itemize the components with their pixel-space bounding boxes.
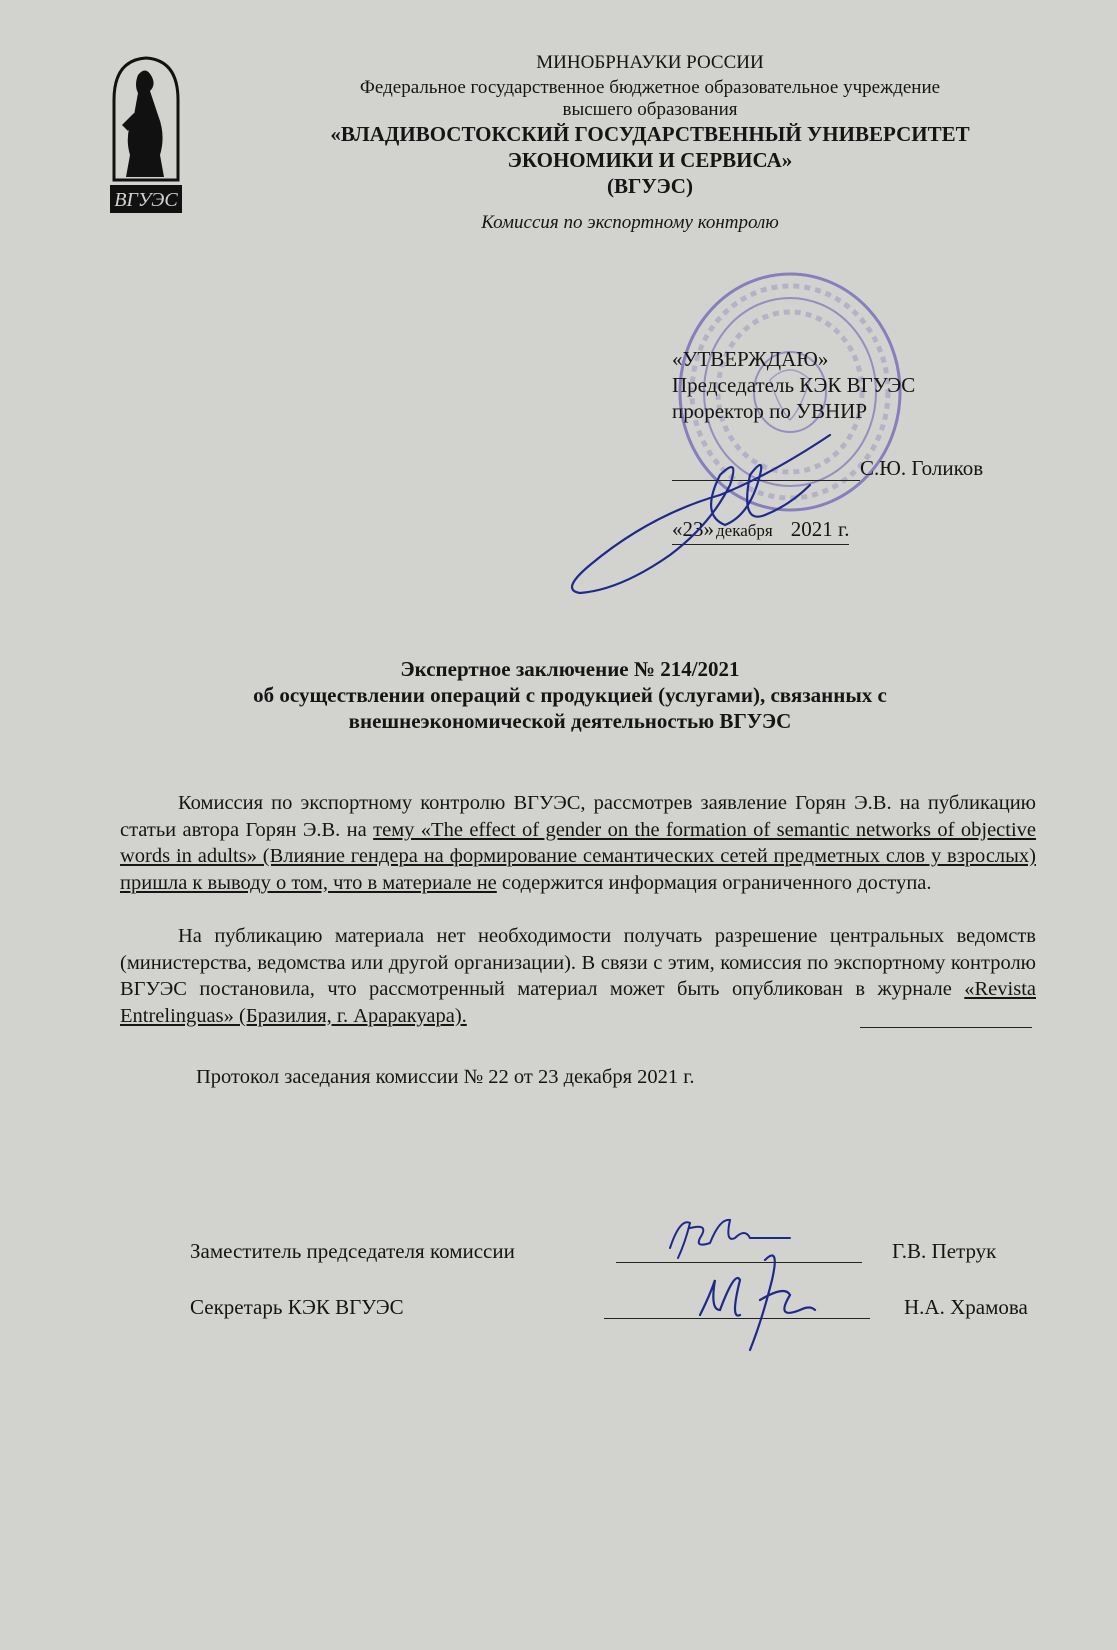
paragraph-text-end: содержится информация ограниченного доступа. [496, 871, 932, 894]
secretary-name: Н.А. Храмова [904, 1295, 1028, 1319]
decision-text: На публикацию материала нет необходимости получать разрешение центральных ведомств (министерства, ведомства или другой организации). В связи с этим, комиссия по экспортному контролю ВГУЭС постановила, что рассмотренный материал может быть опубликован в журнале [120, 925, 1036, 1000]
approval-date-month: декабря [716, 521, 773, 540]
approval-position: проректор по УВНИР [672, 399, 868, 423]
university-name-line1: «ВЛАДИВОСТОКСКИЙ ГОСУДАРСТВЕННЫЙ УНИВЕРСИТЕТ [330, 122, 970, 146]
secretary-title: Секретарь КЭК ВГУЭС [190, 1295, 404, 1319]
deputy-signature-line [616, 1262, 862, 1263]
document-subtitle-line2: внешнеэкономической деятельностью ВГУЭС [348, 709, 792, 733]
approval-date-year: 2021 г. [790, 517, 850, 541]
journal-name: «Revista Entrelinguas» (Бразилия, г. Араракуара). [120, 978, 1036, 1027]
approval-signer-name: С.Ю. Голиков [860, 456, 984, 480]
approval-date [672, 516, 849, 545]
secretary-signature [690, 1240, 820, 1355]
approval-date-day: «23» [672, 517, 714, 541]
secretary-signature-line [604, 1318, 870, 1319]
paragraph-text: Комиссия по экспортному контролю ВГУЭС, рассмотрев заявление Горян Э.В. на публикацию статьи автора Горян Э.В. на [120, 792, 1036, 841]
approval-heading: «УТВЕРЖДАЮ» [672, 347, 829, 371]
journal-underline-fill [860, 1027, 1032, 1028]
deputy-signature [640, 1208, 800, 1268]
university-abbreviation: (ВГУЭС) [607, 174, 693, 198]
ministry-name: МИНОБРНАУКИ РОССИИ [536, 52, 764, 73]
document-title: Экспертное заключение № 214/2021 [400, 657, 740, 681]
approval-signature [550, 415, 850, 595]
deputy-chairman-name: Г.В. Петрук [892, 1239, 997, 1263]
commission-name: Комиссия по экспортному контролю [481, 212, 779, 233]
university-name-line2: ЭКОНОМИКИ И СЕРВИСА» [507, 148, 793, 172]
decision-paragraph [120, 923, 1036, 1029]
document-subtitle-line1: об осуществлении операций с продукцией (услугами), связанных с [253, 683, 887, 707]
approval-chairman: Председатель КЭК ВГУЭС [672, 373, 916, 397]
logo-text: ВГУЭС [114, 189, 178, 211]
protocol-reference: Протокол заседания комиссии № 22 от 23 декабря 2021 г. [196, 1066, 695, 1088]
article-topic: тему «The effect of gender on the formation of semantic networks of objective words in adults» (Влияние гендера на формирование семантических сетей предметных слов у взрослых) пришла к выводу о том, что в материале не [120, 818, 1037, 894]
deputy-chairman-title: Заместитель председателя комиссии [190, 1239, 515, 1263]
conclusion-paragraph [120, 790, 1036, 896]
approval-signature-line [672, 480, 860, 481]
org-type-line1: Федеральное государственное бюджетное образовательное учреждение [359, 77, 941, 98]
university-logo [108, 55, 184, 220]
org-type-line2: высшего образования [562, 99, 738, 120]
